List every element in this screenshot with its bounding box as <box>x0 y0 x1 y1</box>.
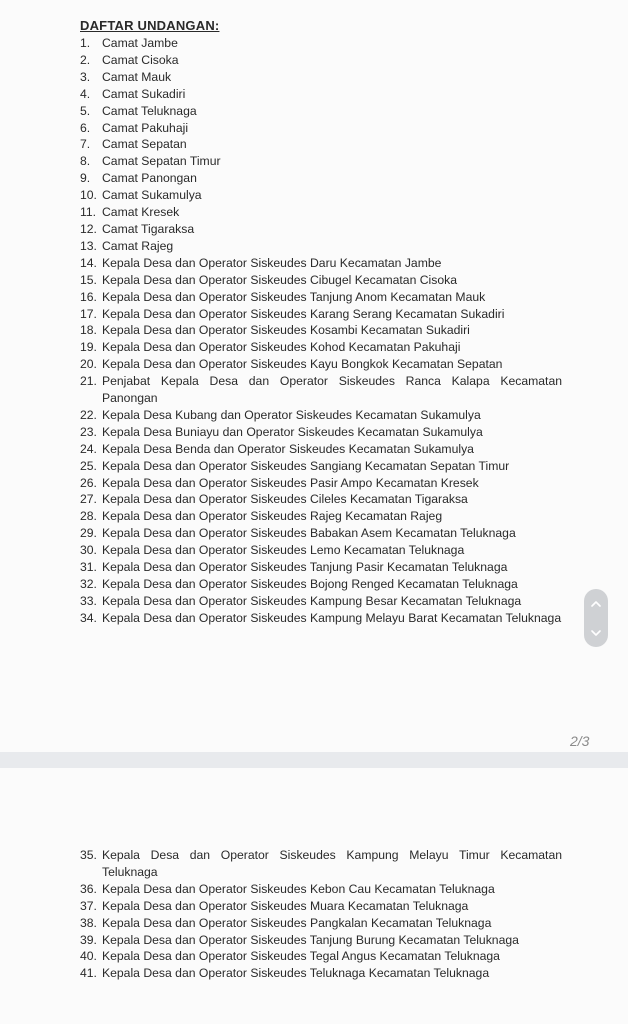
list-item-text: Camat Sukadiri <box>102 86 186 101</box>
list-item-number: 24. <box>80 441 97 456</box>
list-item-text: Kepala Desa dan Operator Siskeudes Pangkalan Kecamatan Teluknaga <box>102 915 492 930</box>
list-item-number: 13. <box>80 238 97 253</box>
list-item-number: 2. <box>80 52 91 67</box>
list-item-number: 17. <box>80 306 97 321</box>
list-item-number: 25. <box>80 458 97 473</box>
list-item-text: Camat Sukamulya <box>102 188 202 203</box>
list-item <box>80 898 562 915</box>
chevron-up-icon <box>591 601 601 607</box>
list-item <box>80 52 562 69</box>
list-item <box>80 373 562 407</box>
list-item <box>80 289 562 306</box>
list-item <box>80 424 562 441</box>
list-item-text: Kepala Desa dan Operator Siskeudes Tanjung Pasir Kecamatan Teluknaga <box>102 560 508 575</box>
list-item-text: Kepala Desa dan Operator Siskeudes Karang Serang Kecamatan Sukadiri <box>102 306 505 321</box>
list-item-number: 33. <box>80 593 97 608</box>
list-item-number: 1. <box>80 36 91 50</box>
list-item-number: 27. <box>80 492 97 507</box>
list-item-text: Kepala Desa dan Operator Siskeudes Tanjung Burung Kecamatan Teluknaga <box>102 932 519 947</box>
list-item <box>80 356 562 373</box>
list-item-number: 18. <box>80 323 97 338</box>
list-item-text: Kepala Desa dan Operator Siskeudes Sangiang Kecamatan Sepatan Timur <box>102 458 510 473</box>
list-item-number: 32. <box>80 577 97 591</box>
list-item-text: Kepala Desa dan Operator Siskeudes Daru Kecamatan Jambe <box>102 255 442 270</box>
invitation-list-heading: DAFTAR UNDANGAN: <box>80 18 220 33</box>
list-item-text: Kepala Desa dan Operator Siskeudes Babakan Asem Kecamatan Teluknaga <box>102 526 516 541</box>
list-item <box>80 458 562 475</box>
list-item <box>80 576 562 593</box>
list-item-number: 7. <box>80 137 91 152</box>
list-item-number: 23. <box>80 424 97 439</box>
list-item-number: 28. <box>80 509 97 524</box>
list-item-text: Kepala Desa Buniayu dan Operator Siskeudes Kecamatan Sukamulya <box>102 424 483 439</box>
list-item <box>80 136 562 153</box>
list-item <box>80 508 562 525</box>
list-item-number: 15. <box>80 272 97 287</box>
list-item <box>80 491 562 508</box>
list-item <box>80 593 562 610</box>
list-item-number: 34. <box>80 610 97 625</box>
list-item <box>80 475 562 492</box>
list-item-number: 6. <box>80 120 91 135</box>
list-item-text: Camat Mauk <box>102 69 172 84</box>
list-item-text: Camat Kresek <box>102 205 180 220</box>
list-item-text: Camat Pakuhaji <box>102 120 189 135</box>
list-item <box>80 322 562 339</box>
list-item-text: Kepala Desa dan Operator Siskeudes Cibugel Kecamatan Cisoka <box>102 272 457 287</box>
list-item <box>80 407 562 424</box>
list-item <box>80 86 562 103</box>
list-item-number: 8. <box>80 154 91 169</box>
list-item-number: 9. <box>80 171 91 186</box>
list-item-number: 41. <box>80 966 97 981</box>
list-item <box>80 965 562 982</box>
list-item-number: 14. <box>80 255 97 270</box>
list-item <box>80 103 562 120</box>
list-item <box>80 153 562 170</box>
list-item-number: 11. <box>80 205 97 220</box>
list-item <box>80 170 562 187</box>
list-item <box>80 306 562 323</box>
list-item-text: Kepala Desa dan Operator Siskeudes Rajeg Kecamatan Rajeg <box>102 509 443 524</box>
list-item <box>80 542 562 559</box>
list-item-text: Camat Rajeg <box>102 238 174 253</box>
list-item-text: Kepala Desa dan Operator Siskeudes Cileles Kecamatan Tigaraksa <box>102 492 468 507</box>
list-item-number: 30. <box>80 543 97 558</box>
list-item <box>80 221 562 238</box>
list-item-text: Kepala Desa dan Operator Siskeudes Kebon Cau Kecamatan Teluknaga <box>102 881 495 896</box>
invitation-list-page-3 <box>80 847 562 982</box>
list-item-text: Kepala Desa dan Operator Siskeudes Lemo Kecamatan Teluknaga <box>102 543 465 558</box>
page-separator <box>0 752 628 768</box>
list-item-text: Camat Jambe <box>102 36 178 50</box>
list-item-number: 37. <box>80 898 97 913</box>
list-item-text: Kepala Desa dan Operator Siskeudes Tegal Angus Kecamatan Teluknaga <box>102 949 500 964</box>
list-item <box>80 559 562 576</box>
list-item-number: 26. <box>80 475 97 490</box>
list-item-text: Kepala Desa dan Operator Siskeudes Muara Kecamatan Teluknaga <box>102 898 469 913</box>
list-item-text: Kepala Desa dan Operator Siskeudes Kosambi Kecamatan Sukadiri <box>102 323 470 338</box>
list-item-text: Kepala Desa dan Operator Siskeudes Kayu Bongkok Kecamatan Sepatan <box>102 357 503 372</box>
list-item <box>80 272 562 289</box>
list-item-text: Camat Sepatan Timur <box>102 154 221 169</box>
list-item <box>80 35 562 52</box>
list-item-text: Kepala Desa dan Operator Siskeudes Bojong Renged Kecamatan Teluknaga <box>102 577 518 591</box>
invitation-list-page-2 <box>80 35 562 627</box>
list-item-text: Kepala Desa dan Operator Siskeudes Teluknaga Kecamatan Teluknaga <box>102 966 490 981</box>
list-item-text: Kepala Desa Benda dan Operator Siskeudes Kecamatan Sukamulya <box>102 441 474 456</box>
scroll-up-button[interactable] <box>584 589 608 618</box>
list-item <box>80 948 562 965</box>
page-number-indicator: 2/3 <box>570 733 590 749</box>
list-item-number: 22. <box>80 407 97 422</box>
list-item <box>80 525 562 542</box>
list-item-text: Camat Cisoka <box>102 52 179 67</box>
list-item <box>80 255 562 272</box>
list-item <box>80 932 562 949</box>
scroll-down-button[interactable] <box>584 618 608 647</box>
list-item-number: 40. <box>80 949 97 964</box>
list-item-text: Kepala Desa dan Operator Siskeudes Tanjung Anom Kecamatan Mauk <box>102 289 486 304</box>
list-item-number: 36. <box>80 881 97 896</box>
list-item-text: Camat Sepatan <box>102 137 187 152</box>
list-item <box>80 610 562 627</box>
list-item-number: 21. <box>80 374 97 389</box>
list-item <box>80 69 562 86</box>
list-item-text: Camat Teluknaga <box>102 103 197 118</box>
list-item-text: Camat Panongan <box>102 171 197 186</box>
list-item-text: Kepala Desa dan Operator Siskeudes Kampung Melayu Timur Kecamatan Teluknaga <box>102 848 562 879</box>
chevron-down-icon <box>591 630 601 636</box>
list-item <box>80 915 562 932</box>
list-item-number: 16. <box>80 289 97 304</box>
list-item-number: 3. <box>80 69 91 84</box>
list-item-text: Penjabat Kepala Desa dan Operator Siskeudes Ranca Kalapa Kecamatan Panongan <box>102 374 562 406</box>
list-item-number: 35. <box>80 848 97 862</box>
list-item <box>80 339 562 356</box>
list-item-number: 29. <box>80 526 97 541</box>
list-item-number: 5. <box>80 103 91 118</box>
list-item-text: Kepala Desa Kubang dan Operator Siskeudes Kecamatan Sukamulya <box>102 407 481 422</box>
list-item-text: Kepala Desa dan Operator Siskeudes Kampung Besar Kecamatan Teluknaga <box>102 593 522 608</box>
list-item-number: 10. <box>80 188 97 203</box>
list-item-number: 19. <box>80 340 97 355</box>
list-item <box>80 847 562 881</box>
list-item <box>80 881 562 898</box>
list-item <box>80 441 562 458</box>
list-item-text: Camat Tigaraksa <box>102 221 195 236</box>
list-item-number: 39. <box>80 932 97 947</box>
list-item-number: 38. <box>80 915 97 930</box>
list-item-text: Kepala Desa dan Operator Siskeudes Pasir Ampo Kecamatan Kresek <box>102 475 479 490</box>
list-item <box>80 120 562 137</box>
page-scroll-control[interactable] <box>584 589 608 647</box>
list-item-number: 31. <box>80 560 97 575</box>
list-item-text: Kepala Desa dan Operator Siskeudes Kohod Kecamatan Pakuhaji <box>102 340 461 355</box>
list-item-number: 4. <box>80 86 91 101</box>
list-item <box>80 238 562 255</box>
list-item-number: 20. <box>80 357 97 372</box>
list-item-number: 12. <box>80 221 97 236</box>
list-item <box>80 204 562 221</box>
list-item-text: Kepala Desa dan Operator Siskeudes Kampung Melayu Barat Kecamatan Teluknaga <box>102 610 562 625</box>
list-item <box>80 187 562 204</box>
